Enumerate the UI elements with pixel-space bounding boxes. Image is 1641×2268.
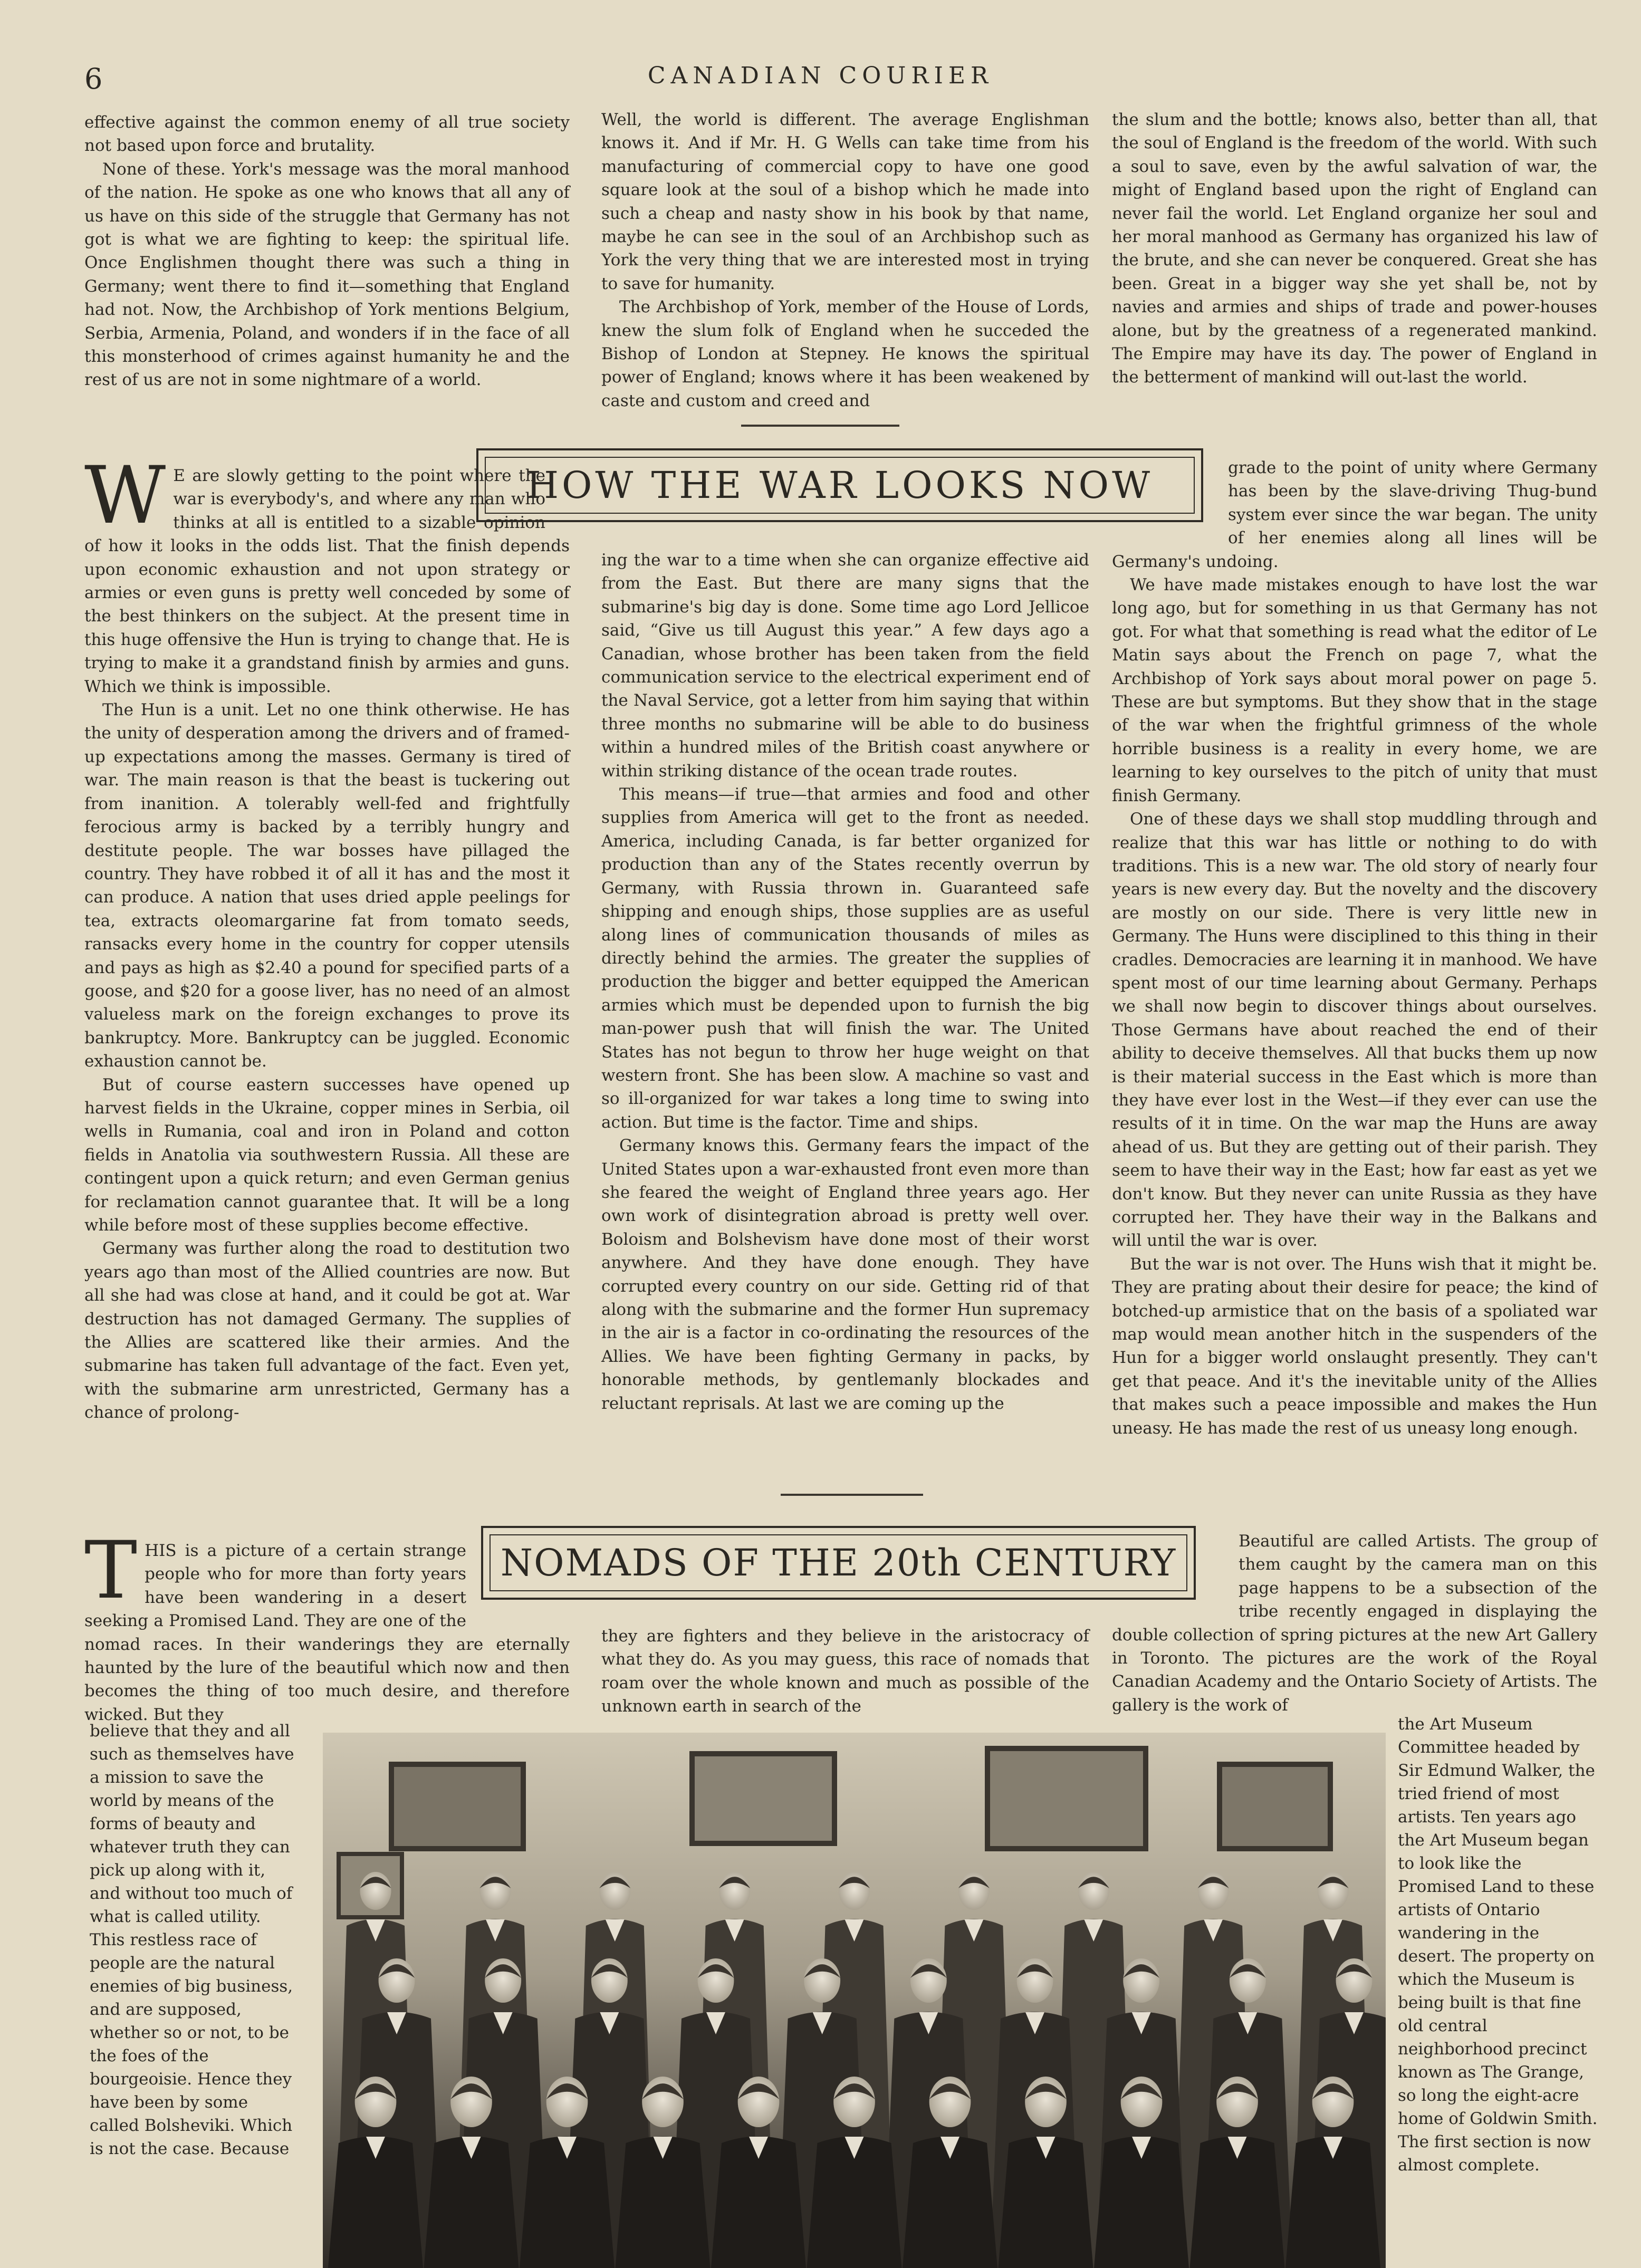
top-article-col3	[1112, 108, 1597, 389]
top-article-col1	[84, 111, 570, 392]
war-article-col2	[601, 549, 1089, 1415]
paragraph: HIS is a picture of a certain strange people who for more than forty years have been wandering in a desert seeking a Promised Land. They are one of the nomad races. In their wanderings they are eternally haunted by the lure of the beautiful which now and then becomes the thing of too much desire, and therefore wicked. But they	[84, 1539, 570, 1726]
paragraph: effective against the common enemy of all true society not based upon force and brutality.	[84, 111, 570, 158]
dropcap: W	[84, 466, 173, 525]
paragraph: the Art Museum Committee headed by Sir Edmund Walker, the tried friend of most artists. Ten years ago the Art Museum began to look like the Promised Land to these artists of Ontario wandering in the desert. The property on which the Museum is being built is that fine old central neighborhood precinct known as The Grange, so long the eight-acre home of Goldwin Smith. The first section is now almost complete.	[1398, 1713, 1601, 2177]
paragraph: ing the war to a time when she can organize effective aid from the East. But there are many signs that the submarine's big day is done. Some time ago Lord Jellicoe said, “Give us till August this year.” A few days ago a Canadian, whose brother has been taken from the field communication service to the electrical experiment end of the Naval Service, got a letter from him saying that within three months no submarine will be able to do business within a hundred miles of the British coast anywhere or within striking distance of the ocean trade routes.	[601, 549, 1089, 783]
paragraph: they are fighters and they believe in the aristocracy of what they do. As you may guess, this race of nomads that roam over the whole known and much as possible of the unknown earth in search of the	[601, 1625, 1089, 1718]
paragraph: The Hun is a unit. Let no one think otherwise. He has the unity of desperation among the drivers and of framed-up expectations among the masses. Germany is tired of war. The main reason is that the beast is tuckering out from inanition. A tolerably well-fed and frightfully ferocious army is backed by a terribly hungry and destitute people. The war bosses have pillaged the country. They have robbed it of all it has and the most it can produce. A nation that uses dried apple peelings for tea, extracts oleomargarine fat from tomato seeds, ransacks every home in the country for copper utensils and pays as high as $2.40 a pound for specified parts of a goose, and $20 for a goose liver, has no need of an almost valueless mark on the foreign exchanges to prove its bankruptcy. More. Bankruptcy can be juggled. Economic exhaustion cannot be.	[84, 698, 570, 1073]
paragraph: Well, the world is different. The average Englishman knows it. And if Mr. H. G Wells can take time from his manufacturing of commercial copy to have one good square look at the soul of a bishop which he made into such a cheap and nasty show in his book by that name, maybe he can see in the soul of an Archbishop such as York the very thing that we are interested most in trying to save for humanity.	[601, 108, 1089, 295]
war-article-col3	[1112, 456, 1597, 1440]
war-headline: HOW THE WAR LOOKS NOW	[526, 464, 1153, 507]
paragraph: None of these. York's message was the moral manhood of the nation. He spoke as one who knows that all any of us have on this side of the struggle that Germany has not got is what we are fighting to keep: the spiritual life. Once Englishmen thought there was such a thing in Germany; went there to find it—something that England had not. Now, the Archbishop of York mentions Belgium, Serbia, Armenia, Poland, and wonders if in the face of all this monsterhood of crimes against humanity he and the rest of us are not in some nightmare of a world.	[84, 158, 570, 392]
nomads-col3-narrow	[1398, 1713, 1601, 2177]
nomads-col1-top	[84, 1539, 570, 1726]
top-article-col2	[601, 108, 1089, 412]
paragraph: Beautiful are called Artists. The group of them caught by the camera man on this page happens to be a subsection of the tribe recently engaged in displaying the double collection of spring pictures at the new Art Gallery in Toronto. The pictures are the work of the Royal Canadian Academy and the Ontario Society of Artists. The gallery is the work of	[1112, 1530, 1597, 1717]
photo-image	[323, 1733, 1386, 2268]
paragraph: E are slowly getting to the point where the war is everybody's, and where any man who thinks at all is entitled to a sizable opinion of how it looks in the odds list. That the finish depends upon economic exhaustion and not upon strategy or armies or even guns is pretty well conceded by some of the best thinkers on the subject. At the present time in this huge offensive the Hun is trying to change that. He is trying to make it a grandstand finish by armies and guns. Which we think is impossible.	[84, 464, 570, 698]
war-headline-box	[476, 448, 1203, 522]
running-head: CANADIAN COURIER	[0, 62, 1641, 89]
artists-group-photo	[323, 1733, 1386, 2268]
paragraph: believe that they and all such as themselves have a mission to save the world by means of the forms of beauty and whatever truth they can pick up along with it, and without too much of what is called utility. This restless race of people are the natural enemies of big business, and are supposed, whether so or not, to be the foes of the bourgeoisie. Hence they have been by some called Bolsheviki. Which is not the case. Because	[90, 1719, 301, 2160]
nomads-col3-top	[1112, 1530, 1597, 1717]
paragraph: But of course eastern successes have opened up harvest fields in the Ukraine, copper mines in Serbia, oil wells in Rumania, coal and iron in Poland and cotton fields in Anatolia via southwestern Russia. All these are contingent upon a quick return; and even German genius for reclamation cannot guarantee that. It will be a long while before most of these supplies become effective.	[84, 1073, 570, 1237]
section-divider	[741, 425, 899, 427]
page-number: 6	[84, 62, 102, 95]
paragraph: One of these days we shall stop muddling through and realize that this war has little or nothing to do with traditions. This is a new war. The old story of nearly four years is new every day. But the novelty and the discovery are mostly on our side. There is very little new in Germany. The Huns were disciplined to this thing in their cradles. Democracies are learning it in manhood. We have spent most of our time learning about Germany. Perhaps we shall now begin to discover things about ourselves. Those Germans have about reached the end of their ability to deceive themselves. All that bucks them up now is their material success in the East which is more than they have ever lost in the West—if they ever can use the results of it in time. On the war map the Huns are away ahead of us. But they are getting out of their parish. They seem to have their way in the East; how far east as yet we don't know. But they never can unite Russia as they have corrupted her. They have their way in the Balkans and will until the war is over.	[1112, 808, 1597, 1253]
nomads-col2	[601, 1625, 1089, 1718]
nomads-col1-narrow	[90, 1719, 301, 2160]
paragraph: grade to the point of unity where Germany has been by the slave-driving Thug-bund system ever since the war began. The unity of her enemies along all lines will be Germany's undoing.	[1112, 456, 1597, 573]
paragraph: the slum and the bottle; knows also, better than all, that the soul of England is the freedom of the world. With such a soul to save, even by the awful salvation of war, the might of England based upon the right of England can never fail the world. Let England organize her soul and her moral manhood as Germany has organized his law of the brute, and she can never be conquered. Great she has been. Great in a bigger way she yet shall be, not by navies and armies and ships of trade and power-houses alone, but by the greatness of a regenerated mankind. The Empire may have its day. The power of England in the betterment of mankind will out-last the world.	[1112, 108, 1597, 389]
dropcap: T	[84, 1541, 145, 1600]
section-divider	[781, 1494, 923, 1496]
paragraph: Germany was further along the road to destitution two years ago than most of the Allied countries are now. But all she had was close at hand, and it could be got at. War destruction has not damaged Germany. The supplies of the Allies are scattered like their armies. And the submarine has taken full advantage of the fact. Even yet, with the submarine arm unrestricted, Germany has a chance of prolong-	[84, 1237, 570, 1424]
war-article-col1	[84, 464, 570, 1425]
paragraph: Germany knows this. Germany fears the impact of the United States upon a war-exhausted front even more than she feared the weight of England three years ago. Her own work of disintegration abroad is pretty well over. Boloism and Bolshevism have done most of their worst anywhere. And they have done enough. They have corrupted every country on our side. Getting rid of that along with the submarine and the former Hun supremacy in the air is a factor in co-ordinating the resources of the Allies. We have been fighting Germany in packs, by honorable methods, by gentlemanly blockades and reluctant reprisals. At last we are coming up the	[601, 1134, 1089, 1415]
paragraph: This means—if true—that armies and food and other supplies from America will get to the front as needed. America, including Canada, is far better organized for production than any of the States recently overrun by Germany, with Russia thrown in. Guaranteed safe shipping and enough ships, those supplies are as useful along lines of communication thousands of miles as directly behind the armies. The greater the supplies of production the bigger and better equipped the American armies which must be depended upon to furnish the big man-power push that will finish the war. The United States has not begun to throw her huge weight on that western front. She has been slow. A machine so vast and so ill-organized for war takes a long time to swing into action. But time is the factor. Time and ships.	[601, 783, 1089, 1134]
paragraph: But the war is not over. The Huns wish that it might be. They are prating about their desire for peace; the kind of botched-up armistice that on the basis of a spoliated war map would mean another hitch in the suspenders of the Hun for a bigger world onslaught presently. They can't get that peace. And it's the inevitable unity of the Allies that makes such a peace impossible and makes the Hun uneasy. He has made the rest of us uneasy long enough.	[1112, 1253, 1597, 1440]
nomads-headline-box	[481, 1526, 1196, 1600]
nomads-headline: NOMADS OF THE 20th CENTURY	[501, 1541, 1176, 1584]
paragraph: We have made mistakes enough to have lost the war long ago, but for something in us that Germany has not got. For what that something is read what the editor of Le Matin says about the French on page 7, what the Archbishop of York says about moral power on page 5. These are but symptoms. But they show that in the stage of the war when the frightful grimness of the whole horrible business is a reality in every home, we are learning to key ourselves to the pitch of unity that must finish Germany.	[1112, 573, 1597, 808]
paragraph: The Archbishop of York, member of the House of Lords, knew the slum folk of England when he succeded the Bishop of London at Stepney. He knows the spiritual power of England; knows where it has been weakened by caste and custom and creed and	[601, 295, 1089, 412]
